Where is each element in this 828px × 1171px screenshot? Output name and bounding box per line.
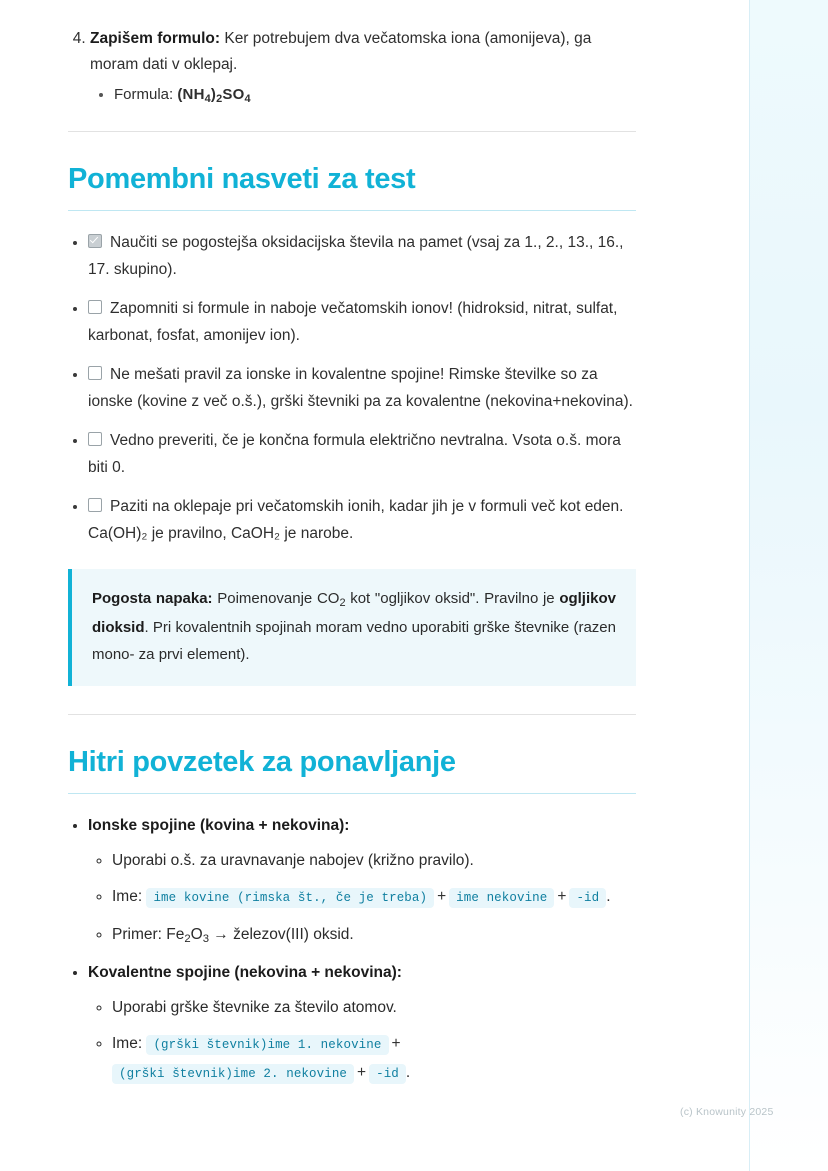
ionic-name-label: Ime: xyxy=(112,888,147,905)
summary-group-title: Ionske spojine (kovina + nekovina): xyxy=(88,817,350,834)
plus-separator: + xyxy=(437,888,447,905)
formula-label: Formula: xyxy=(114,86,178,103)
summary-sub-item xyxy=(112,994,636,1021)
callout-label: Pogosta napaka: xyxy=(92,590,213,607)
checklist-item-label: Naučiti se pogostejša oksidacijska števila na pamet (vsaj za 1., 2., 13., 16., 17. skupino). xyxy=(88,234,624,278)
step-text: Ker potrebujem dva večatomska iona (amonijeva), ga moram dati v oklepaj. xyxy=(90,30,592,73)
step-sub-list xyxy=(90,82,636,109)
example-suffix: → železov(III) oksid. xyxy=(209,926,354,943)
plus-separator: + xyxy=(391,1035,401,1052)
summary-sub-item xyxy=(112,883,636,912)
tips-checklist xyxy=(68,229,636,547)
ionic-rule-text: Uporabi o.š. za uravnavanje nabojev (križno pravilo). xyxy=(112,852,474,869)
summary-heading-underline xyxy=(68,793,636,794)
summary-sub-list xyxy=(88,994,636,1088)
checklist-item xyxy=(88,427,636,481)
callout-text-2: kot "ogljikov oksid". Pravilno je xyxy=(345,590,560,607)
step-sub-item xyxy=(114,82,636,109)
common-mistake-callout xyxy=(68,569,636,686)
checklist-item xyxy=(88,361,636,415)
checklist-item-label: Ne mešati pravil za ionske in kovalentne spojine! Rimske številke so za ionske (kovine z več o.š.), grški števniki pa za kovalentne (nekovina+nekovina). xyxy=(88,366,633,410)
summary-sub-item xyxy=(112,1030,636,1088)
checklist-item xyxy=(88,229,636,283)
period: . xyxy=(405,1064,411,1081)
callout-bold-term: ogljikov dioksid xyxy=(92,590,616,636)
code-token-second-nonmetal: (grški števnik)ime 2. nekovine xyxy=(112,1064,354,1084)
checklist-item-label: Vedno preveriti, če je končna formula električno nevtralna. Vsota o.š. mora biti 0. xyxy=(88,432,621,476)
plus-separator: + xyxy=(557,888,567,905)
summary-heading: Hitri povzetek za ponavljanje xyxy=(68,746,456,778)
callout-subscript: 2 xyxy=(339,597,346,609)
checkbox-icon[interactable] xyxy=(88,498,102,512)
copyright-footer: (c) Knowunity 2025 xyxy=(680,1106,774,1118)
document-content xyxy=(68,26,636,1097)
code-token-first-nonmetal: (grški števnik)ime 1. nekovine xyxy=(146,1035,388,1055)
summary-group-ionic xyxy=(88,812,636,950)
checklist-item-label: Paziti na oklepaje pri večatomskih ionih, kadar jih je v formuli več kot eden. Ca(OH)₂ je pravilno, CaOH₂ je narobe. xyxy=(88,498,624,542)
tips-heading: Pomembni nasveti za test xyxy=(68,163,416,195)
step-list xyxy=(68,26,636,109)
formula-value: $(NH_4)_2SO_4$ xyxy=(177,86,251,105)
checklist-item xyxy=(88,493,636,547)
code-token-suffix-id: -id xyxy=(369,1064,406,1084)
ionic-example-prefix: Primer: Fe xyxy=(112,926,185,943)
checkbox-checked-icon[interactable] xyxy=(88,234,102,248)
checklist-item xyxy=(88,295,636,349)
callout-text-3: . Pri kovalentnih spojinah moram vedno uporabiti grške števnike (razen mono- za prvi element). xyxy=(92,619,616,663)
summary-sub-item xyxy=(112,847,636,874)
tips-heading-underline xyxy=(68,210,636,211)
checkbox-icon[interactable] xyxy=(88,366,102,380)
code-token-suffix-id: -id xyxy=(569,888,606,908)
covalent-rule-text: Uporabi grške števnike za število atomov. xyxy=(112,999,397,1016)
summary-sub-item xyxy=(112,921,636,950)
section-divider-2 xyxy=(68,714,636,715)
checkbox-icon[interactable] xyxy=(88,300,102,314)
code-token-metal-name: ime kovine (rimska št., če je treba) xyxy=(146,888,434,908)
summary-group-title: Kovalentne spojine (nekovina + nekovina): xyxy=(88,964,402,981)
section-divider xyxy=(68,131,636,132)
plus-separator: + xyxy=(357,1064,367,1081)
step-item xyxy=(90,26,636,109)
callout-text-1: Poimenovanje CO xyxy=(212,590,340,607)
period: . xyxy=(606,888,611,905)
example-subscript-2: 3 xyxy=(202,933,209,945)
checkbox-icon[interactable] xyxy=(88,432,102,446)
summary-group-covalent xyxy=(88,959,636,1088)
example-subscript-1: 2 xyxy=(184,933,191,945)
checklist-item-label: Zapomniti si formule in naboje večatomskih ionov! (hidroksid, nitrat, sulfat, karbonat, fosfat, amonijev ion). xyxy=(88,300,618,344)
covalent-name-label: Ime: xyxy=(112,1035,147,1052)
summary-sub-list xyxy=(88,847,636,950)
code-token-nonmetal-name: ime nekovine xyxy=(449,888,554,908)
step-label: Zapišem formulo: xyxy=(90,30,221,47)
summary-list xyxy=(68,812,636,1088)
example-mid: O xyxy=(190,926,203,943)
decorative-side-strip xyxy=(749,0,828,1171)
